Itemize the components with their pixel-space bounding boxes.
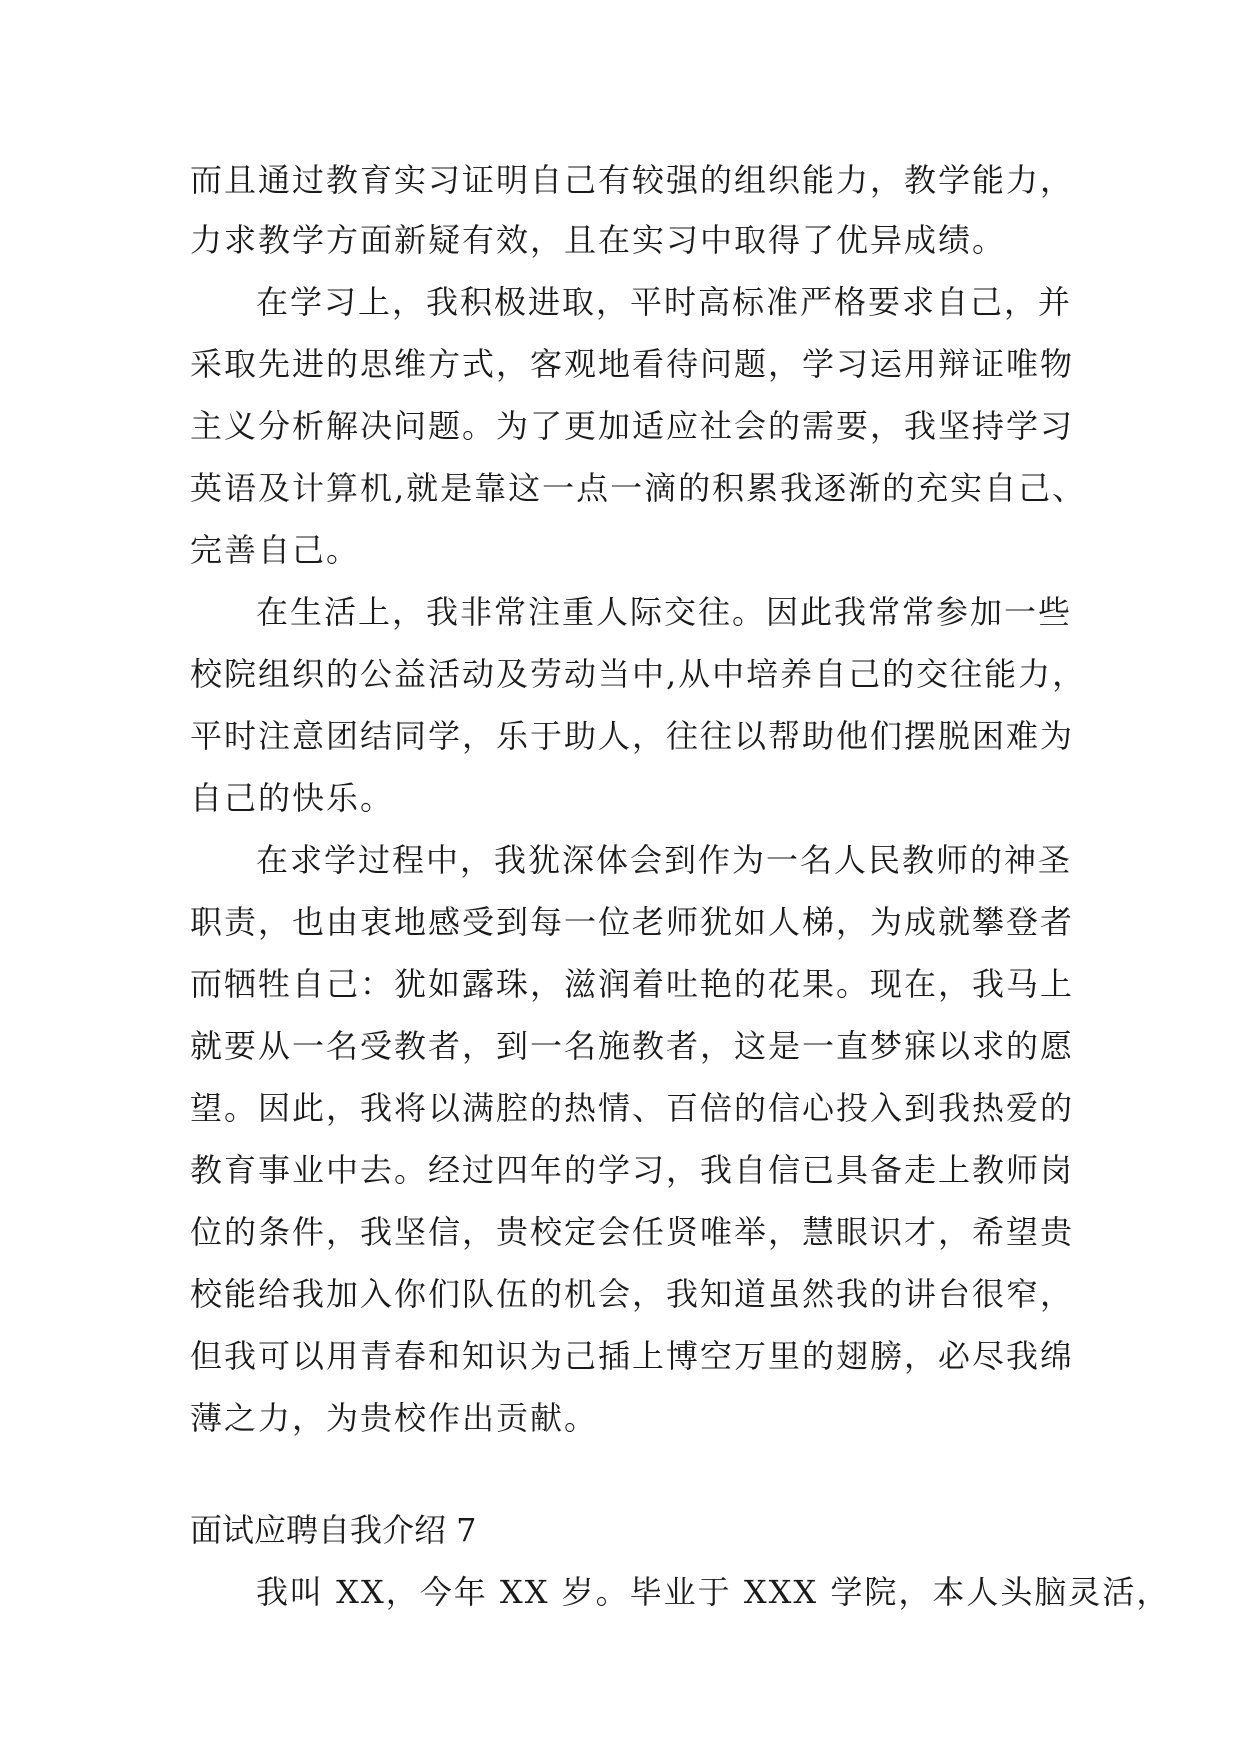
text-line: 平时注意团结同学，乐于助人，往往以帮助他们摆脱困难为 xyxy=(190,717,1075,755)
text-line: 教育事业中去。经过四年的学习，我自信已具备走上教师岗 xyxy=(190,1151,1075,1189)
text-line: 而牺牲自己：犹如露珠，滋润着吐艳的花果。现在，我马上 xyxy=(190,965,1075,1003)
text-line: 望。因此，我将以满腔的热情、百倍的信心投入到我热爱的 xyxy=(190,1089,1075,1127)
text-line: 在求学过程中，我犹深体会到作为一名人民教师的神圣 xyxy=(256,841,1073,879)
text-line: 我叫 XX，今年 XX 岁。毕业于 XXX 学院，本人头脑灵活， xyxy=(256,1573,1171,1611)
text-line: 在生活上，我非常注重人际交往。因此我常常参加一些 xyxy=(256,593,1073,631)
text-line: 完善自己。 xyxy=(190,531,361,569)
text-line: 主义分析解决问题。为了更加适应社会的需要，我坚持学习 xyxy=(190,407,1075,445)
text-line: 位的条件，我坚信，贵校定会任贤唯举，慧眼识才，希望贵 xyxy=(190,1213,1075,1251)
text-line: 校院组织的公益活动及劳动当中,从中培养自己的交往能力， xyxy=(190,655,1087,693)
text-line: 英语及计算机,就是靠这一点一滴的积累我逐渐的充实自己、 xyxy=(190,469,1087,507)
text-line: 职责，也由衷地感受到每一位老师犹如人梯，为成就攀登者 xyxy=(190,903,1075,941)
text-line: 力求教学方面新疑有效，且在实习中取得了优异成绩。 xyxy=(190,221,1007,259)
text-line: 在学习上，我积极进取，平时高标准严格要求自己，并 xyxy=(256,283,1073,321)
text-line: 就要从一名受教者，到一名施教者，这是一直梦寐以求的愿 xyxy=(190,1027,1075,1065)
section-heading: 面试应聘自我介绍 7 xyxy=(190,1511,477,1549)
text-line: 薄之力，为贵校作出贡献。 xyxy=(190,1399,599,1437)
text-line: 自己的快乐。 xyxy=(190,779,395,817)
text-line: 校能给我加入你们队伍的机会，我知道虽然我的讲台很窄， xyxy=(190,1275,1075,1313)
text-line: 而且通过教育实习证明自己有较强的组织能力，教学能力， xyxy=(190,161,1075,199)
text-line: 但我可以用青春和知识为己插上博空万里的翅膀，必尽我绵 xyxy=(190,1337,1075,1375)
text-line: 采取先进的思维方式，客观地看待问题，学习运用辩证唯物 xyxy=(190,345,1075,383)
